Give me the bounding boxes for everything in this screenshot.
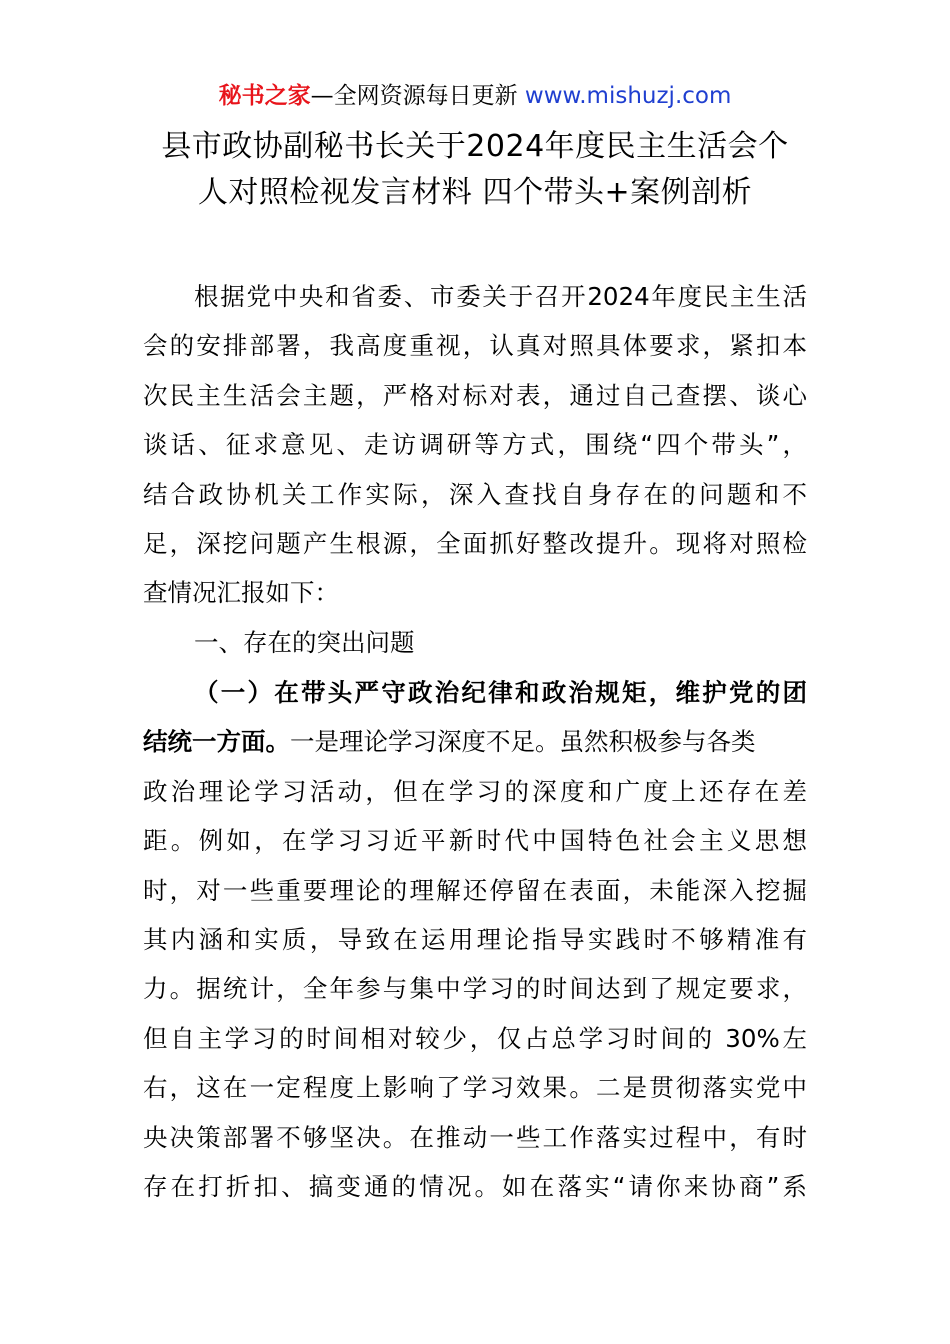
subsection-heading-end: 结统一方面。 (143, 727, 290, 757)
paragraph-line: 结合政协机关工作实际，深入查找自身存在的问题和不 (143, 479, 807, 509)
paragraph-line: 距。例如，在学习习近平新时代中国特色社会主义思想 (143, 826, 807, 856)
paragraph-line: 存在打折扣、搞变通的情况。如在落实“请你来协商”系 (143, 1171, 807, 1201)
intro-paragraph (143, 272, 807, 667)
paragraph-line: 谈话、征求意见、走访调研等方式，围绕“四个带头”， (143, 430, 807, 460)
subsection-heading: （一）在带头严守政治纪律和政治规矩，维护党的团 (194, 678, 807, 707)
site-url[interactable]: www.mishuzj.com (524, 83, 732, 109)
paragraph-line: 但自主学习的时间相对较少，仅占总学习时间的 30%左 (143, 1023, 807, 1053)
title-line-1: 县市政协副秘书长关于2024年度民主生活会个 (161, 129, 789, 164)
paragraph-line: 会的安排部署，我高度重视，认真对照具体要求，紧扣本 (143, 331, 807, 361)
paragraph-line: 查情况汇报如下： (143, 578, 339, 608)
paragraph-line: 时，对一些重要理论的理解还停留在表面，未能深入挖掘 (143, 875, 807, 905)
paragraph-line: 次民主生活会主题，严格对标对表，通过自己查摆、谈心 (143, 380, 807, 410)
site-header (0, 80, 950, 112)
site-brand: 秘书之家 (218, 83, 311, 109)
title-line-2: 人对照检视发言材料 四个带头+案例剖析 (197, 175, 753, 210)
paragraph-line: 根据党中央和省委、市委关于召开2024年度民主生活 (194, 282, 807, 311)
paragraph-line: 其内涵和实质，导致在运用理论指导实践时不够精准有 (143, 924, 807, 954)
document-title (100, 124, 850, 216)
paragraph-line: 政治理论学习活动，但在学习的深度和广度上还存在差 (143, 776, 807, 806)
paragraph-line: 右，这在一定程度上影响了学习效果。二是贯彻落实党中 (143, 1073, 807, 1103)
paragraph-line-text: 一是理论学习深度不足。虽然积极参与各类 (290, 727, 756, 757)
paragraph-line: 央决策部署不够坚决。在推动一些工作落实过程中，有时 (143, 1122, 807, 1152)
paragraph-line: 足，深挖问题产生根源，全面抓好整改提升。现将对照检 (143, 528, 807, 558)
section-paragraph (143, 668, 807, 1211)
paragraph-line: 力。据统计，全年参与集中学习的时间达到了规定要求， (143, 974, 807, 1004)
section-heading: 一、存在的突出问题 (194, 627, 415, 657)
site-tagline: —全网资源每日更新 (310, 83, 525, 109)
paragraph-line (143, 717, 807, 766)
